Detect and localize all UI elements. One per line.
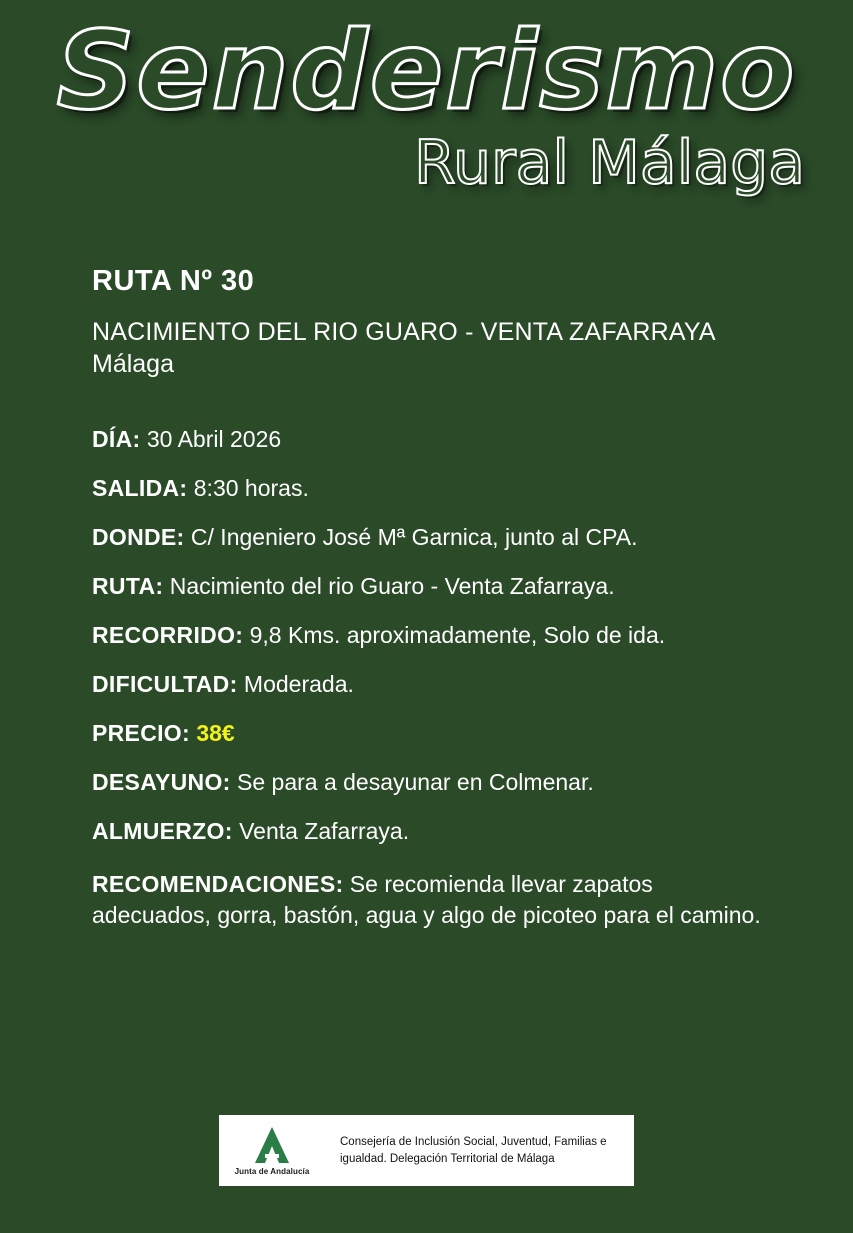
route-city: Málaga [92,350,174,378]
logo-caption: Junta de Andalucía [234,1167,310,1176]
detail-value: Nacimiento del rio Guaro - Venta Zafarraya. [163,573,615,600]
andalucia-a-icon [249,1125,295,1165]
detail-value: 8:30 horas. [187,475,309,502]
detail-value: Venta Zafarraya. [232,818,410,845]
route-number: RUTA Nº 30 [92,265,255,297]
poster-content [0,195,853,932]
detail-label: RECORRIDO: [92,622,244,649]
detail-row [92,424,761,455]
detail-value: 9,8 Kms. aproximadamente, Solo de ida. [243,622,666,649]
detail-value: Se recomienda llevar zapatos adecuados, gorra, bastón, agua y algo de picoteo para el camino. [92,871,761,929]
page-subtitle: Rural Málaga [413,128,805,198]
detail-value: Moderada. [237,671,354,698]
detail-row-price [92,718,761,749]
detail-label: ALMUERZO: [92,818,233,845]
detail-value: Se para a desayunar en Colmenar. [230,769,594,796]
detail-label: SALIDA: [92,475,188,502]
route-name: NACIMIENTO DEL RIO GUARO - VENTA ZAFARRAYA [92,318,716,346]
detail-row-recommendations [92,869,761,931]
detail-label: RECOMENDACIONES: [92,871,344,898]
detail-row [92,816,761,847]
footer-text: Consejería de Inclusión Social, Juventud, Familias e igualdad. Delegación Territorial de Málaga [340,1135,607,1165]
detail-row [92,571,761,602]
detail-label: PRECIO: [92,720,190,747]
footer-logo-band [219,1115,634,1186]
poster-header [0,0,853,198]
detail-label: DESAYUNO: [92,769,231,796]
detail-value: C/ Ingeniero José Mª Garnica, junto al CPA. [184,524,638,551]
detail-row [92,767,761,798]
detail-row [92,669,761,700]
detail-value-price: 38€ [189,720,235,747]
footer-divider [325,1125,326,1176]
detail-row [92,473,761,504]
footer [0,1115,853,1186]
detail-label: DIFICULTAD: [92,671,238,698]
detail-label: RUTA: [92,573,164,600]
detail-row [92,522,761,553]
detail-label: DÍA: [92,426,141,452]
detail-row [92,620,761,651]
detail-label: DONDE: [92,524,185,551]
page-title: Senderismo [56,9,797,134]
route-details-list [92,424,761,932]
junta-andalucia-logo [233,1125,311,1176]
detail-value: 30 Abril 2026 [140,426,282,452]
